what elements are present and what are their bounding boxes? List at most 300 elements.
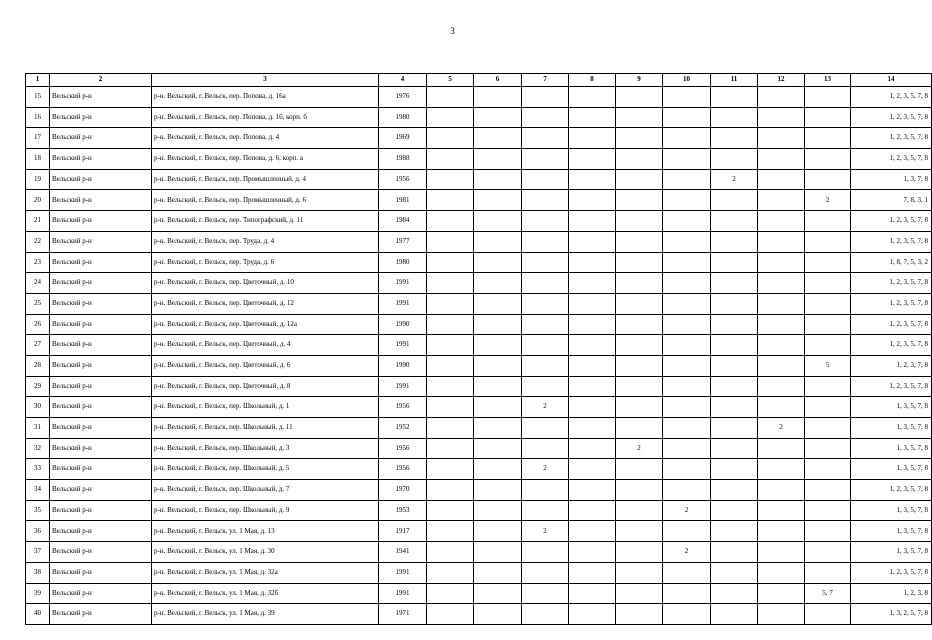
row-number-cell: 23 (26, 252, 50, 273)
col9-cell (616, 169, 663, 190)
col12-cell (758, 583, 805, 604)
col5-cell (427, 128, 474, 149)
col9-cell (616, 397, 663, 418)
col11-cell (711, 459, 758, 480)
table-row (26, 231, 932, 252)
table-row (26, 87, 932, 108)
col11-cell (711, 542, 758, 563)
year-cell: 1971 (379, 604, 427, 625)
col11-cell (711, 335, 758, 356)
col7-cell (522, 149, 569, 170)
table-row (26, 459, 932, 480)
address-cell: р-н. Вельский, г. Вельск, пер. Школьный, д. 9 (152, 500, 379, 521)
col12-cell (758, 500, 805, 521)
col9-cell (616, 542, 663, 563)
col6-cell (474, 314, 522, 335)
col8-cell (569, 293, 616, 314)
row-number-cell: 39 (26, 583, 50, 604)
district-cell: Вельский р-н (50, 604, 152, 625)
col6-cell (474, 355, 522, 376)
address-cell: р-н. Вельский, г. Вельск, пер. Типографский, д. 11 (152, 211, 379, 232)
col11-cell (711, 583, 758, 604)
col5-cell (427, 107, 474, 128)
col10-cell (663, 293, 711, 314)
col13-cell (805, 376, 851, 397)
col13-cell (805, 521, 851, 542)
col8-cell (569, 418, 616, 439)
col5-cell (427, 231, 474, 252)
district-cell: Вельский р-н (50, 252, 152, 273)
column-header: 9 (616, 74, 663, 87)
col7-cell (522, 293, 569, 314)
col10-cell (663, 521, 711, 542)
col7-cell (522, 87, 569, 108)
col12-cell (758, 459, 805, 480)
col13-cell (805, 418, 851, 439)
district-cell: Вельский р-н (50, 459, 152, 480)
col6-cell (474, 293, 522, 314)
col5-cell (427, 273, 474, 294)
address-cell: р-н. Вельский, г. Вельск, пер. Промышленный, д. 4 (152, 169, 379, 190)
col11-cell (711, 190, 758, 211)
col7-cell (522, 542, 569, 563)
col8-cell (569, 252, 616, 273)
district-cell: Вельский р-н (50, 211, 152, 232)
district-cell: Вельский р-н (50, 438, 152, 459)
year-cell: 1956 (379, 397, 427, 418)
col13-cell: 5, 7 (805, 583, 851, 604)
col7-cell: 2 (522, 521, 569, 542)
col11-cell (711, 107, 758, 128)
table-row (26, 293, 932, 314)
row-number-cell: 33 (26, 459, 50, 480)
year-cell: 1952 (379, 418, 427, 439)
row-number-cell: 31 (26, 418, 50, 439)
year-cell: 1969 (379, 128, 427, 149)
district-cell: Вельский р-н (50, 418, 152, 439)
col9-cell (616, 128, 663, 149)
col11-cell (711, 273, 758, 294)
table-row (26, 335, 932, 356)
year-cell: 1956 (379, 438, 427, 459)
district-cell: Вельский р-н (50, 314, 152, 335)
col10-cell (663, 418, 711, 439)
address-cell: р-н. Вельский, г. Вельск, ул. 1 Мая, д. 30 (152, 542, 379, 563)
year-cell: 1991 (379, 562, 427, 583)
col14-cell: 1, 2, 3, 7, 8 (851, 355, 932, 376)
col13-cell (805, 500, 851, 521)
col10-cell (663, 604, 711, 625)
table-row (26, 190, 932, 211)
col11-cell (711, 149, 758, 170)
col9-cell (616, 500, 663, 521)
col10-cell (663, 107, 711, 128)
col7-cell (522, 273, 569, 294)
col8-cell (569, 500, 616, 521)
col5-cell (427, 293, 474, 314)
table-row (26, 355, 932, 376)
col11-cell (711, 521, 758, 542)
col5-cell (427, 521, 474, 542)
col10-cell (663, 480, 711, 501)
table-body (26, 87, 932, 625)
district-cell: Вельский р-н (50, 355, 152, 376)
address-cell: р-н. Вельский, г. Вельск, пер. Школьный, д. 3 (152, 438, 379, 459)
col5-cell (427, 355, 474, 376)
row-number-cell: 18 (26, 149, 50, 170)
col13-cell (805, 562, 851, 583)
col12-cell (758, 128, 805, 149)
col8-cell (569, 583, 616, 604)
column-header: 4 (379, 74, 427, 87)
col14-cell: 1, 2, 3, 5, 7, 8 (851, 314, 932, 335)
col10-cell (663, 583, 711, 604)
col9-cell (616, 190, 663, 211)
col11-cell (711, 293, 758, 314)
col12-cell (758, 273, 805, 294)
district-cell: Вельский р-н (50, 231, 152, 252)
col11-cell (711, 376, 758, 397)
col14-cell: 1, 2, 3, 5, 7, 8 (851, 273, 932, 294)
col9-cell (616, 87, 663, 108)
col12-cell (758, 87, 805, 108)
col5-cell (427, 397, 474, 418)
col5-cell (427, 169, 474, 190)
col11-cell (711, 500, 758, 521)
header-row (26, 74, 932, 87)
col14-cell: 7, 8, 3, 1 (851, 190, 932, 211)
district-cell: Вельский р-н (50, 335, 152, 356)
table-row (26, 418, 932, 439)
col14-cell: 1, 2, 3, 5, 7, 8 (851, 149, 932, 170)
col6-cell (474, 169, 522, 190)
table-row (26, 521, 932, 542)
col11-cell (711, 355, 758, 376)
year-cell: 1984 (379, 211, 427, 232)
col12-cell (758, 190, 805, 211)
col13-cell (805, 397, 851, 418)
year-cell: 1970 (379, 480, 427, 501)
table-row (26, 314, 932, 335)
col12-cell (758, 169, 805, 190)
district-cell: Вельский р-н (50, 128, 152, 149)
col11-cell (711, 438, 758, 459)
address-cell: р-н. Вельский, г. Вельск, пер. Попова, д. 6, корп. а (152, 149, 379, 170)
col10-cell (663, 397, 711, 418)
col10-cell (663, 231, 711, 252)
col13-cell (805, 107, 851, 128)
year-cell: 1988 (379, 149, 427, 170)
row-number-cell: 20 (26, 190, 50, 211)
address-cell: р-н. Вельский, г. Вельск, ул. 1 Мая, д. 13 (152, 521, 379, 542)
col14-cell: 1, 2, 3, 5, 7, 8 (851, 107, 932, 128)
col13-cell (805, 128, 851, 149)
col12-cell (758, 355, 805, 376)
col7-cell (522, 376, 569, 397)
col9-cell (616, 107, 663, 128)
col8-cell (569, 438, 616, 459)
col7-cell (522, 604, 569, 625)
address-cell: р-н. Вельский, г. Вельск, пер. Цветочный, д. 8 (152, 376, 379, 397)
col7-cell (522, 583, 569, 604)
table-row (26, 438, 932, 459)
district-cell: Вельский р-н (50, 583, 152, 604)
col6-cell (474, 480, 522, 501)
address-cell: р-н. Вельский, г. Вельск, ул. 1 Мая, д. 39 (152, 604, 379, 625)
district-cell: Вельский р-н (50, 87, 152, 108)
column-header: 5 (427, 74, 474, 87)
col6-cell (474, 459, 522, 480)
col11-cell (711, 87, 758, 108)
address-cell: р-н. Вельский, г. Вельск, пер. Цветочный, д. 4 (152, 335, 379, 356)
col9-cell (616, 562, 663, 583)
col11-cell (711, 397, 758, 418)
year-cell: 1941 (379, 542, 427, 563)
address-cell: р-н. Вельский, г. Вельск, пер. Труда, д. 4 (152, 231, 379, 252)
address-cell: р-н. Вельский, г. Вельск, пер. Школьный, д. 7 (152, 480, 379, 501)
col6-cell (474, 273, 522, 294)
col6-cell (474, 604, 522, 625)
col10-cell (663, 376, 711, 397)
col11-cell (711, 480, 758, 501)
col6-cell (474, 128, 522, 149)
row-number-cell: 16 (26, 107, 50, 128)
district-cell: Вельский р-н (50, 273, 152, 294)
col10-cell (663, 273, 711, 294)
row-number-cell: 36 (26, 521, 50, 542)
table-row (26, 252, 932, 273)
col7-cell (522, 438, 569, 459)
col5-cell (427, 604, 474, 625)
column-header: 8 (569, 74, 616, 87)
col8-cell (569, 542, 616, 563)
col5-cell (427, 376, 474, 397)
col10-cell (663, 190, 711, 211)
column-header: 3 (152, 74, 379, 87)
col9-cell (616, 604, 663, 625)
col14-cell: 1, 2, 3, 5, 7, 8 (851, 231, 932, 252)
column-header: 7 (522, 74, 569, 87)
col7-cell (522, 252, 569, 273)
address-cell: р-н. Вельский, г. Вельск, пер. Цветочный, д. 10 (152, 273, 379, 294)
col5-cell (427, 418, 474, 439)
col13-cell (805, 438, 851, 459)
col9-cell (616, 355, 663, 376)
column-header: 1 (26, 74, 50, 87)
row-number-cell: 19 (26, 169, 50, 190)
col14-cell: 1, 8, 7, 5, 3, 2 (851, 252, 932, 273)
col7-cell (522, 314, 569, 335)
table-row (26, 480, 932, 501)
col9-cell (616, 376, 663, 397)
col14-cell: 1, 2, 3, 5, 7, 8 (851, 128, 932, 149)
year-cell: 1953 (379, 500, 427, 521)
col6-cell (474, 211, 522, 232)
col5-cell (427, 211, 474, 232)
col12-cell (758, 335, 805, 356)
district-cell: Вельский р-н (50, 562, 152, 583)
year-cell: 1977 (379, 231, 427, 252)
address-cell: р-н. Вельский, г. Вельск, пер. Школьный, д. 11 (152, 418, 379, 439)
col5-cell (427, 87, 474, 108)
col9-cell (616, 521, 663, 542)
year-cell: 1991 (379, 273, 427, 294)
col13-cell (805, 604, 851, 625)
column-header: 13 (805, 74, 851, 87)
col13-cell (805, 335, 851, 356)
col8-cell (569, 231, 616, 252)
col8-cell (569, 604, 616, 625)
district-cell: Вельский р-н (50, 397, 152, 418)
col7-cell: 2 (522, 459, 569, 480)
year-cell: 1981 (379, 190, 427, 211)
district-cell: Вельский р-н (50, 542, 152, 563)
col8-cell (569, 211, 616, 232)
col6-cell (474, 562, 522, 583)
col10-cell (663, 87, 711, 108)
col12-cell (758, 252, 805, 273)
year-cell: 1976 (379, 87, 427, 108)
col6-cell (474, 500, 522, 521)
col12-cell (758, 231, 805, 252)
col7-cell (522, 480, 569, 501)
col14-cell: 1, 3, 5, 7, 8 (851, 397, 932, 418)
column-header: 6 (474, 74, 522, 87)
year-cell: 1956 (379, 459, 427, 480)
col9-cell (616, 583, 663, 604)
col6-cell (474, 438, 522, 459)
table-row (26, 542, 932, 563)
col10-cell (663, 169, 711, 190)
col6-cell (474, 335, 522, 356)
data-table (25, 73, 932, 625)
col11-cell: 2 (711, 169, 758, 190)
col6-cell (474, 542, 522, 563)
col8-cell (569, 480, 616, 501)
col5-cell (427, 149, 474, 170)
col9-cell (616, 149, 663, 170)
col8-cell (569, 376, 616, 397)
col12-cell (758, 521, 805, 542)
column-header: 14 (851, 74, 932, 87)
district-cell: Вельский р-н (50, 149, 152, 170)
year-cell: 1991 (379, 376, 427, 397)
col5-cell (427, 562, 474, 583)
col10-cell (663, 314, 711, 335)
col8-cell (569, 562, 616, 583)
district-cell: Вельский р-н (50, 500, 152, 521)
col9-cell (616, 480, 663, 501)
year-cell: 1991 (379, 335, 427, 356)
district-cell: Вельский р-н (50, 480, 152, 501)
col5-cell (427, 542, 474, 563)
col14-cell: 1, 3, 2, 5, 7, 8 (851, 604, 932, 625)
col9-cell (616, 211, 663, 232)
col11-cell (711, 604, 758, 625)
col7-cell (522, 418, 569, 439)
col7-cell (522, 231, 569, 252)
col9-cell (616, 293, 663, 314)
col6-cell (474, 583, 522, 604)
col8-cell (569, 397, 616, 418)
address-cell: р-н. Вельский, г. Вельск, ул. 1 Мая, д. 32б (152, 583, 379, 604)
year-cell: 1991 (379, 293, 427, 314)
col13-cell (805, 314, 851, 335)
col5-cell (427, 252, 474, 273)
col10-cell (663, 211, 711, 232)
column-header: 12 (758, 74, 805, 87)
col11-cell (711, 211, 758, 232)
col8-cell (569, 87, 616, 108)
table-row (26, 107, 932, 128)
district-cell: Вельский р-н (50, 107, 152, 128)
col14-cell: 1, 2, 3, 5, 7, 8 (851, 293, 932, 314)
col6-cell (474, 231, 522, 252)
address-cell: р-н. Вельский, г. Вельск, пер. Цветочный, д. 12а (152, 314, 379, 335)
address-cell: р-н. Вельский, г. Вельск, пер. Попова, д. 4 (152, 128, 379, 149)
col12-cell (758, 542, 805, 563)
col13-cell (805, 293, 851, 314)
col14-cell: 1, 2, 3, 5, 7, 8 (851, 480, 932, 501)
col13-cell: 2 (805, 190, 851, 211)
col12-cell (758, 293, 805, 314)
column-header: 11 (711, 74, 758, 87)
col7-cell (522, 169, 569, 190)
column-header: 2 (50, 74, 152, 87)
col8-cell (569, 314, 616, 335)
col14-cell: 1, 2, 3, 5, 7, 8 (851, 376, 932, 397)
col14-cell: 1, 3, 5, 7, 8 (851, 542, 932, 563)
col8-cell (569, 521, 616, 542)
col14-cell: 1, 3, 7, 8 (851, 169, 932, 190)
year-cell: 1990 (379, 355, 427, 376)
row-number-cell: 30 (26, 397, 50, 418)
row-number-cell: 28 (26, 355, 50, 376)
col6-cell (474, 376, 522, 397)
row-number-cell: 17 (26, 128, 50, 149)
table-row (26, 273, 932, 294)
col13-cell (805, 252, 851, 273)
col6-cell (474, 87, 522, 108)
table-row (26, 500, 932, 521)
row-number-cell: 21 (26, 211, 50, 232)
col9-cell (616, 252, 663, 273)
row-number-cell: 24 (26, 273, 50, 294)
row-number-cell: 38 (26, 562, 50, 583)
address-cell: р-н. Вельский, г. Вельск, пер. Школьный, д. 1 (152, 397, 379, 418)
col12-cell (758, 211, 805, 232)
col10-cell: 2 (663, 500, 711, 521)
table-row (26, 376, 932, 397)
col8-cell (569, 169, 616, 190)
year-cell: 1956 (379, 169, 427, 190)
col13-cell (805, 87, 851, 108)
col11-cell (711, 562, 758, 583)
col8-cell (569, 335, 616, 356)
col12-cell (758, 314, 805, 335)
table-row (26, 169, 932, 190)
col8-cell (569, 459, 616, 480)
col10-cell (663, 149, 711, 170)
col8-cell (569, 149, 616, 170)
col11-cell (711, 418, 758, 439)
col7-cell (522, 107, 569, 128)
row-number-cell: 25 (26, 293, 50, 314)
col14-cell: 1, 3, 5, 7, 8 (851, 418, 932, 439)
col6-cell (474, 149, 522, 170)
col7-cell (522, 355, 569, 376)
col9-cell (616, 231, 663, 252)
